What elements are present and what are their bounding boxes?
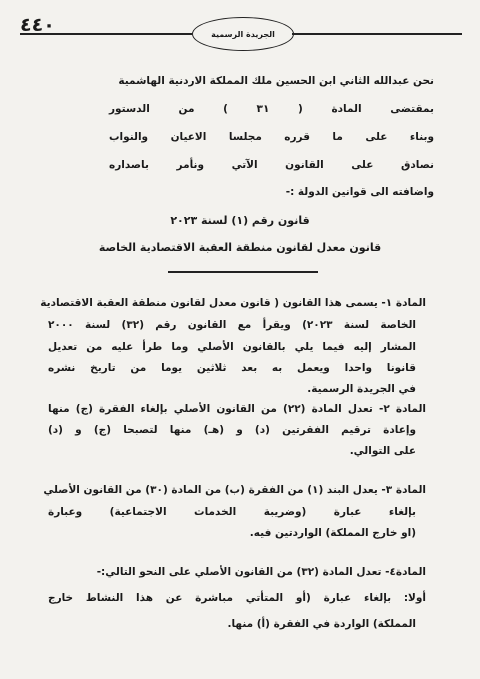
title-rule: [168, 271, 318, 273]
article-4-line: أولا: بإلغاء عبارة (أو المتأتي مباشرة عن هذا النشاط خارج: [48, 592, 426, 604]
preamble-line: نصادق على القانون الآتي ونأمر باصداره: [109, 159, 434, 171]
gazette-name: الجريدة الرسمية: [211, 29, 275, 39]
header-rule-right: [292, 33, 462, 35]
article-3-line: بإلغاء عبارة (وضريبة الخدمات الاجتماعية) وعبارة: [48, 506, 416, 518]
article-1-line: قانونا واحدا ويعمل به بعد ثلاثين يوما من تاريخ نشره: [48, 362, 416, 374]
page-header: [0, 8, 480, 52]
article-4-line: المادة٤- تعدل المادة (٣٢) من القانون الأصلي على النحو التالي:-: [96, 566, 426, 578]
preamble-line: واضافته الى قوانين الدولة :-: [285, 186, 434, 198]
preamble-line: وبناء على ما قرره مجلسا الاعيان والنواب: [109, 131, 434, 143]
article-2-line: المادة ٢- تعدل المادة (٢٢) من القانون الأصلي بإلغاء الفقرة (ج) منها: [48, 403, 426, 415]
article-1-line: الخاصة لسنة ٢٠٢٣) ويقرأ مع القانون رقم (٣٢) لسنة ٢٠٠٠: [48, 319, 416, 331]
article-2-line: وإعادة ترقيم الفقرتين (د) و (هـ) منها لتصبحا (ج) و (د): [48, 424, 416, 436]
law-number: قانون رقم (١) لسنة ٢٠٢٣: [170, 214, 310, 227]
header-rule-left: [20, 33, 192, 35]
article-2-line: على التوالي.: [349, 445, 416, 457]
article-1-line: المادة ١- يسمى هذا القانون ( قانون معدل لقانون منطقة العقبة الاقتصادية: [40, 297, 426, 309]
article-1-line: في الجريدة الرسمية.: [307, 383, 416, 395]
article-4-line: المملكة) الواردة في الفقرة (أ) منها.: [227, 618, 416, 630]
article-3-line: المادة ٣- يعدل البند (١) من الفقرة (ب) من المادة (٣٠) من القانون الأصلي: [43, 484, 426, 496]
article-1-line: المشار إليه فيما يلي بالقانون الأصلي وما طرأ عليه من تعديل: [48, 341, 416, 353]
preamble-line: نحن عبدالله الثاني ابن الحسين ملك المملكة الاردنية الهاشمية: [118, 75, 434, 87]
law-name: قانون معدل لقانون منطقة العقبة الاقتصادية الخاصة: [98, 241, 382, 254]
preamble-line: بمقتضى المادة ( ٣١ ) من الدستور: [109, 103, 434, 115]
gazette-name-badge: [192, 17, 294, 51]
article-3-line: (او خارج المملكة) الواردتين فيه.: [249, 527, 416, 539]
page-number: ٤٤٠: [20, 14, 55, 36]
